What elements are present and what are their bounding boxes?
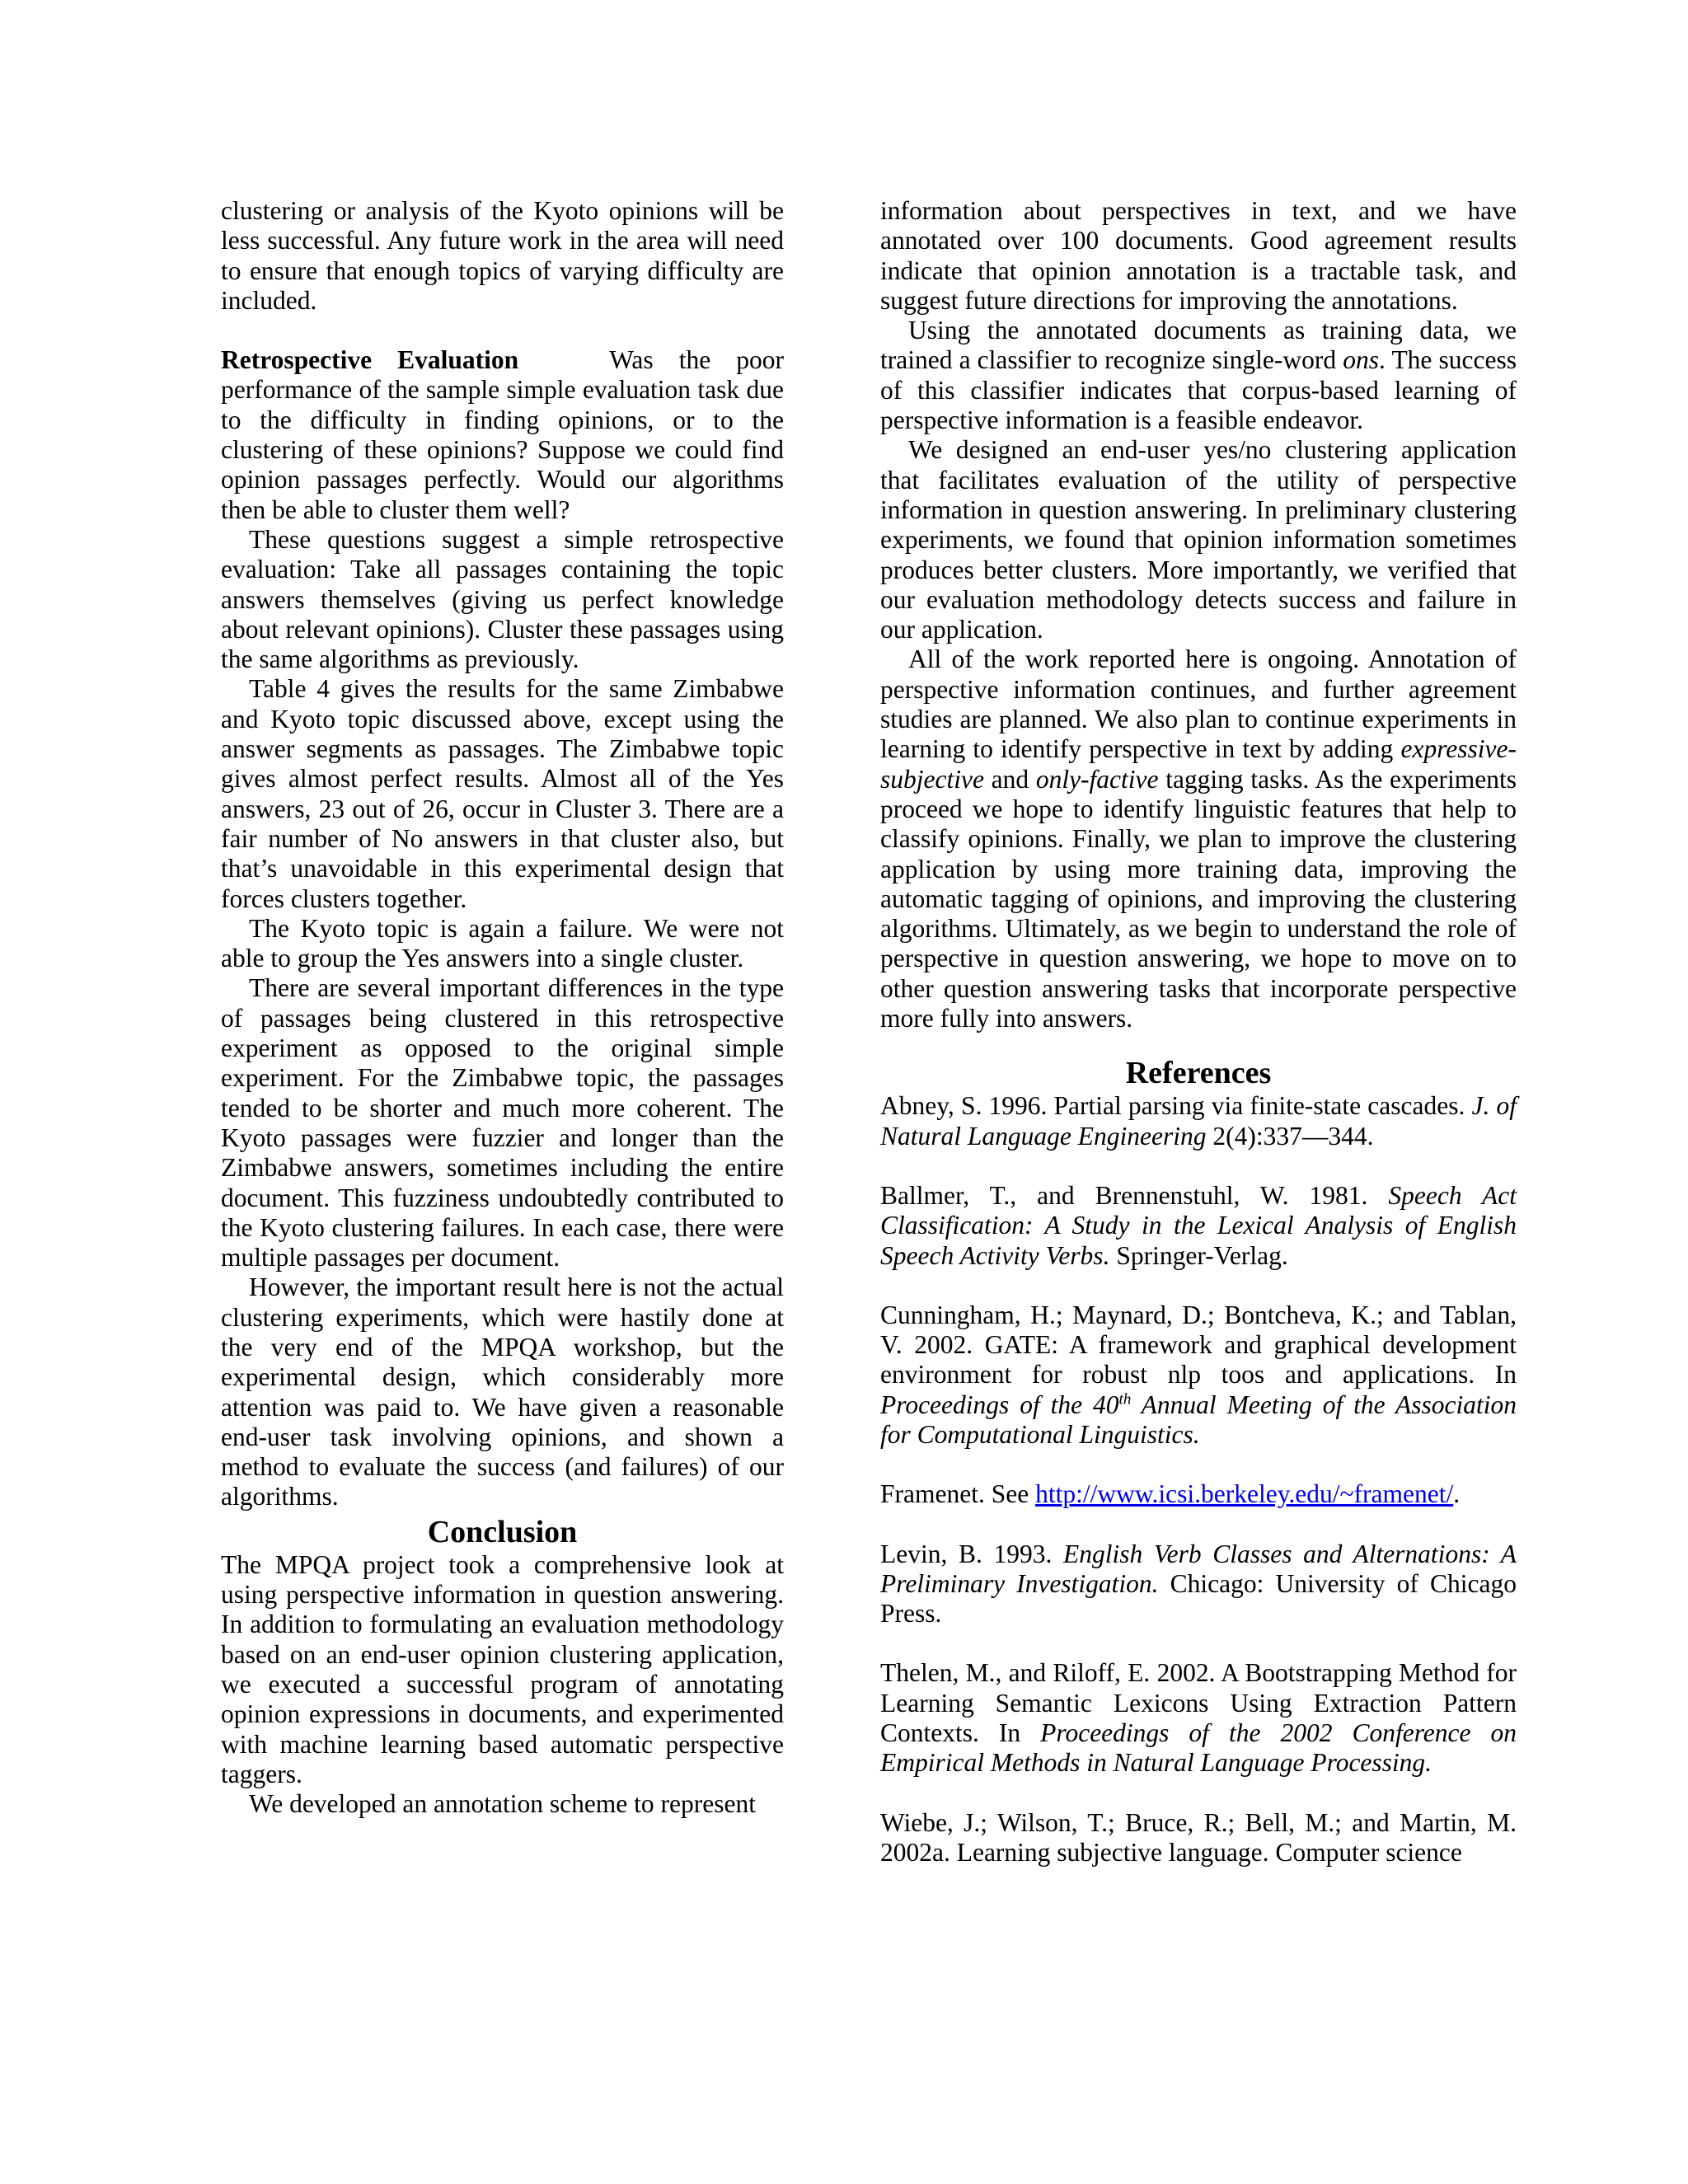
right-column (880, 196, 1517, 1868)
ballmer-text-a: Ballmer, T., and Brennenstuhl, W. 1981. (880, 1180, 1389, 1210)
paragraph-clustering-application: We designed an end-user yes/no clustering application that facilitates evaluation of the utility of perspective information in question answering. In preliminary clustering experiments, we found that opinion information sometimes produces better clusters. More importantly, we verified that our evaluation methodology detects success and failure in our application. (880, 435, 1517, 644)
ongoing-emphasis-expressive-subjective: expressive-subjective (880, 734, 1517, 794)
reference-ballmer (880, 1181, 1517, 1271)
ballmer-title: Speech Act Classification: A Study in the Lexical Analysis of English Speech Activity Verbs. (880, 1180, 1517, 1270)
ongoing-emphasis-only-factive: only-factive (1035, 764, 1159, 794)
reference-levin (880, 1540, 1517, 1629)
levin-text-b: Chicago: University of Chicago Press. (880, 1568, 1517, 1629)
reference-wiebe: Wiebe, J.; Wilson, T.; Bruce, R.; Bell, M.; and Martin, M. 2002a. Learning subjective language. Computer science (880, 1807, 1517, 1867)
reference-thelen (880, 1658, 1517, 1778)
ongoing-text-c: tagging tasks. As the experiments proceed we hope to identify linguistic features that help to classify opinions. Finally, we plan to improve the clustering application by using more training data, improving the automatic tagging of opinions, and improving the clustering algorithms. Ultimately, as we begin to understand the role of perspective in question answering, we hope to move on to other question answering tasks that incorporate perspective more fully into answers. (880, 764, 1517, 1033)
ongoing-text-a: All of the work reported here is ongoing. Annotation of perspective information continues, and further agreement studies are planned. We also plan to continue experiments in learning to identify perspective in text by adding (880, 644, 1517, 764)
abney-text-a: Abney, S. 1996. Partial parsing via finite-state cascades. (880, 1091, 1472, 1121)
retrospective-intro-text: Was the poor performance of the sample simple evaluation task due to the difficulty in finding opinions, or to the clustering of these opinions? Suppose we could find opinion passages perfectly. Would our algorithms then be able to cluster them well? (221, 345, 784, 524)
paragraph-table4-results: Table 4 gives the results for the same Zimbabwe and Kyoto topic discussed above, except using the answer segments as passages. The Zimbabwe topic gives almost perfect results. Almost all of the Yes answers, 23 out of 26, occur in Cluster 3. There are a fair number of No answers in that cluster also, but that’s unavoidable in this experimental design that forces clusters together. (221, 674, 784, 913)
cunningham-ordinal-suffix: th (1118, 1390, 1132, 1408)
ongoing-text-b: and (983, 764, 1036, 794)
paragraph-annotation-continuation: information about perspectives in text, and we have annotated over 100 documents. Good agreement results indicate that opinion annotation is a tractable task, and suggest future directions for improving the annotations. (880, 196, 1517, 315)
abney-text-b: 2(4):337—344. (1206, 1121, 1374, 1151)
reference-framenet (880, 1479, 1517, 1509)
thelen-venue: Proceedings of the 2002 Conference on Empirical Methods in Natural Language Processing. (880, 1718, 1517, 1778)
paragraph-retrospective-intro (221, 345, 784, 525)
levin-text-a: Levin, B. 1993. (880, 1539, 1063, 1568)
section-heading-conclusion: Conclusion (427, 1514, 578, 1549)
paragraph-kyoto-continuation: clustering or analysis of the Kyoto opinions will be less successful. Any future work in the area will need to ensure that enough topics of varying difficulty are included. (221, 196, 784, 315)
cunningham-text-a: Cunningham, H.; Maynard, D.; Bontcheva, K.; and Tablan, V. 2002. GATE: A framework and graphical development environment for robust nlp toos and applications. In (880, 1300, 1517, 1390)
levin-title: English Verb Classes and Alternations: A Preliminary Investigation. (880, 1539, 1517, 1598)
classifier-text-b: . The success of this classifier indicates that corpus-based learning of perspective information is a feasible endeavor. (880, 345, 1517, 435)
abney-journal: J. of Natural Language Engineering (880, 1091, 1517, 1151)
paragraph-conclusion-annotation-start: We developed an annotation scheme to represent (249, 1789, 756, 1819)
reference-abney (880, 1091, 1517, 1151)
classifier-text-a: Using the annotated documents as training data, we trained a classifier to recognize single-word (880, 316, 1517, 375)
ballmer-text-b: Springer-Verlag. (1109, 1240, 1288, 1270)
framenet-link[interactable]: http://www.icsi.berkeley.edu/~framenet/ (1035, 1479, 1454, 1509)
paragraph-classifier (880, 316, 1517, 435)
left-column (221, 196, 784, 1819)
paragraph-important-result: However, the important result here is not the actual clustering experiments, which were hastily done at the very end of the MPQA workshop, but the experimental design, which considerably more attention was paid to. We have given a reasonable end-user task involving opinions, and shown a method to evaluate the success (and failures) of our algorithms. (221, 1272, 784, 1511)
cunningham-venue-a: Proceedings of the 40 (880, 1390, 1119, 1419)
paragraph-retrospective-questions: These questions suggest a simple retrospective evaluation: Take all passages containing the topic answers themselves (giving us perfect knowledge about relevant opinions). Cluster these passages using the same algorithms as previously. (221, 524, 784, 674)
framenet-text-a: Framenet. See (880, 1479, 1036, 1509)
paragraph-passage-differences: There are several important differences in the type of passages being clustered in this retrospective experiment as opposed to the original simple experiment. For the Zimbabwe topic, the passages tended to be shorter and much more coherent. The Kyoto passages were fuzzier and longer than the Zimbabwe answers, sometimes including the entire document. This fuzziness undoubtedly contributed to the Kyoto clustering failures. In each case, there were multiple passages per document. (221, 973, 784, 1272)
classifier-emphasis: ons (1343, 345, 1380, 375)
reference-cunningham (880, 1301, 1517, 1450)
thelen-text-a: Thelen, M., and Riloff, E. 2002. A Bootstrapping Method for Learning Semantic Lexicons Using Extraction Pattern Contexts. In (880, 1658, 1517, 1748)
cunningham-venue-b: Annual Meeting of the Association for Computational Linguistics. (880, 1390, 1517, 1449)
paragraph-conclusion-mpqa: The MPQA project took a comprehensive look at using perspective information in question answering. In addition to formulating an evaluation methodology based on an end-user opinion clustering application, we executed a successful program of annotating opinion expressions in documents, and experimented with machine learning based automatic perspective taggers. (221, 1549, 784, 1788)
paragraph-ongoing-work (880, 644, 1517, 1033)
section-heading-retrospective-evaluation: Retrospective Evaluation (221, 345, 519, 375)
paragraph-kyoto-failure: The Kyoto topic is again a failure. We were not able to group the Yes answers into a single cluster. (221, 913, 784, 973)
framenet-text-b: . (1453, 1479, 1461, 1509)
section-heading-references: References (1125, 1056, 1272, 1091)
